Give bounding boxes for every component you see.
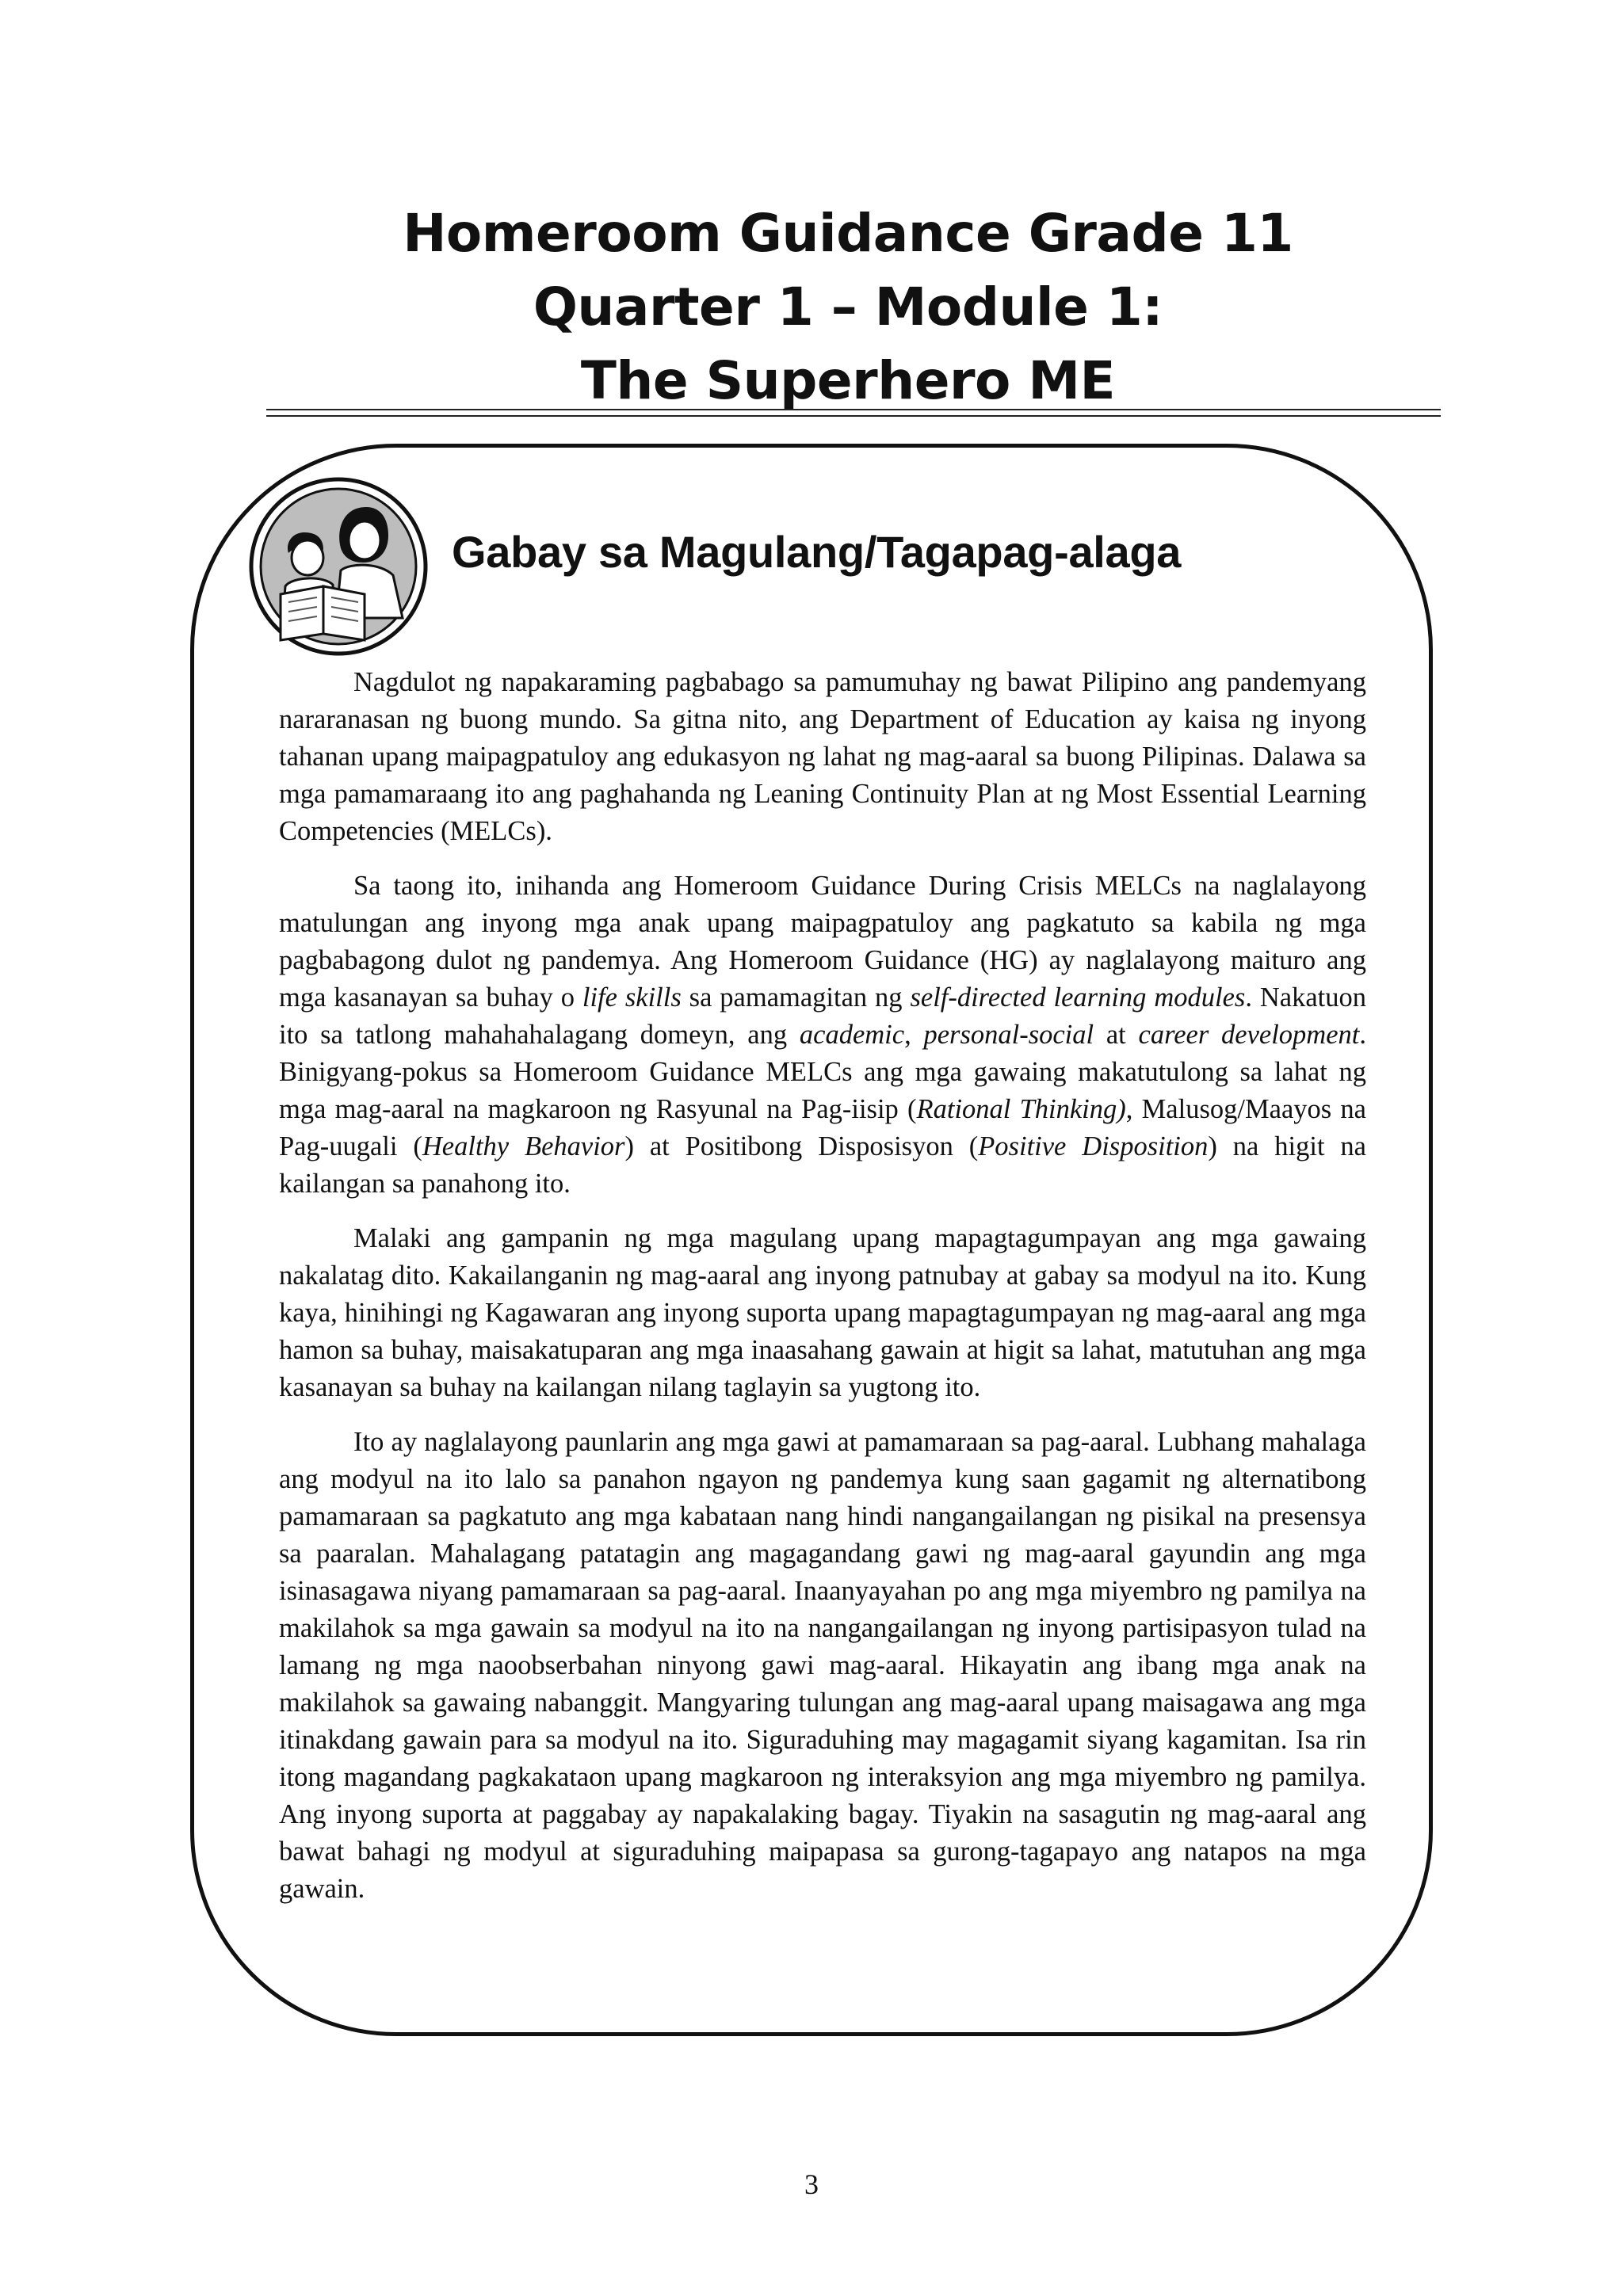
- text-run: Sa taong ito, inihanda ang Homeroom Guidance During Crisis MELCs na naglalayong matulungan ang inyong mga anak upang maipagpatuloy ang pagkatuto sa kabila ng mga pagbabagong dulot ng pandemya. Ang Homeroom Guidance (HG) ay naglalayong maituro ang mga kasanayan sa buhay o: [279, 871, 1366, 1013]
- title-line-2: Quarter 1 – Module 1:: [533, 277, 1163, 338]
- guide-content: [279, 664, 1366, 1925]
- text-run: sa pamamagitan ng: [681, 982, 911, 1013]
- text-run: at: [1094, 1020, 1139, 1050]
- title-line-1: Homeroom Guidance Grade 11: [403, 203, 1293, 264]
- text-run: . Nakatuon ito sa tatlong mahahahalagang domeyn, ang: [279, 982, 1366, 1050]
- text-run: ) at Positibong Disposisyon (: [624, 1131, 979, 1161]
- box-heading: Gabay sa Magulang/Tagapag-alaga: [452, 527, 1182, 577]
- text-run: ,: [904, 1020, 924, 1050]
- paragraph-3: Malaki ang gampanin ng mga magulang upang mapagtagumpayan ang mga gawaing nakalatag dito. Kakailanganin ng mag-aaral ang inyong patnubay at gabay sa modyul na ito. Kung kaya, hinihingi ng Kagawaran ang inyong suporta upang mapagtagumpayan ng mag-aaral ang mga hamon sa buhay, maisakatuparan ang mga inaasahang gawain at higit sa lahat, matutuhan ang mga kasanayan sa buhay na kailangan nilang taglayin sa yugtong ito.: [279, 1223, 1366, 1402]
- paragraph-2: [279, 868, 1366, 1203]
- italic-run: Positive Disposition: [978, 1131, 1209, 1161]
- italic-run: academic: [799, 1020, 905, 1050]
- italic-run: Rational Thinking): [916, 1094, 1126, 1124]
- italic-run: life skills: [582, 982, 682, 1013]
- paragraph-1: Nagdulot ng napakaraming pagbabago sa pamumuhay ng bawat Pilipino ang pandemyang nararanasan ng buong mundo. Sa gitna nito, ang Department of Education ay kaisa ng inyong tahanan upang maipagpatuloy ang edukasyon ng lahat ng mag-aaral sa buong Pilipinas. Dalawa sa mga pamamaraang ito ang paghahanda ng Leaning Continuity Plan at ng Most Essential Learning Competencies (MELCs).: [279, 667, 1366, 846]
- module-title: [269, 196, 1426, 418]
- italic-run: Healthy Behavior: [422, 1131, 625, 1161]
- title-divider-top: [266, 409, 1441, 410]
- italic-run: career development: [1138, 1020, 1360, 1050]
- italic-run: self-directed learning modules: [910, 982, 1246, 1013]
- text-run: ) na higit na kailangan sa panahong ito.: [279, 1131, 1366, 1199]
- paragraph-4: Ito ay naglalayong paunlarin ang mga gawi at pamamaraan sa pag-aaral. Lubhang mahalaga ang modyul na ito lalo sa panahon ngayon ng pandemya kung saan gagamit ng alternatibong pamamaraan sa pagkatuto ang mga kabataan nang hindi nangangailangan ng pisikal na presensya sa paaralan. Mahalagang patatagin ang magagandang gawi ng mag-aaral gayundin ang mga isinasagawa niyang pamamaraan sa pag-aaral. Inaanyayahan po ang mga miyembro ng pamilya na makilahok sa mga gawain sa modyul na ito na nangangailangan ng inyong partisipasyon tulad na lamang ng mga naoobserbahan ninyong gawi mag-aaral. Hikayatin ang ibang mga anak na makilahok sa gawaing nabanggit. Mangyaring tulungan ang mag-aaral upang maisagawa ang mga itinakdang gawain para sa modyul na ito. Siguraduhing may magagamit siyang kagamitan. Isa rin itong magandang pagkakataon upang magkaroon ng interaksyion ang mga miyembro ng pamilya. Ang inyong suporta at paggabay ay napakalaking bagay. Tiyakin na sasagutin ng mag-aaral ang bawat bahagi ng modyul at siguraduhing maipapasa sa gurong-tagapayo ang natapos na mga gawain.: [279, 1427, 1366, 1904]
- text-run: , Malusog/Maayos na Pag-uugali (: [279, 1094, 1366, 1161]
- page-number: 3: [804, 2168, 819, 2200]
- title-divider-bottom: [266, 415, 1441, 417]
- italic-run: personal-social: [923, 1020, 1094, 1050]
- parent-child-reading-icon: [247, 475, 430, 658]
- title-line-3: The Superhero ME: [580, 350, 1116, 411]
- text-run: . Binigyang-pokus sa Homeroom Guidance MELCs ang mga gawaing makatutulong sa lahat ng mga mag-aaral na magkaroon ng Rasyunal na Pag-iisip (: [279, 1020, 1366, 1124]
